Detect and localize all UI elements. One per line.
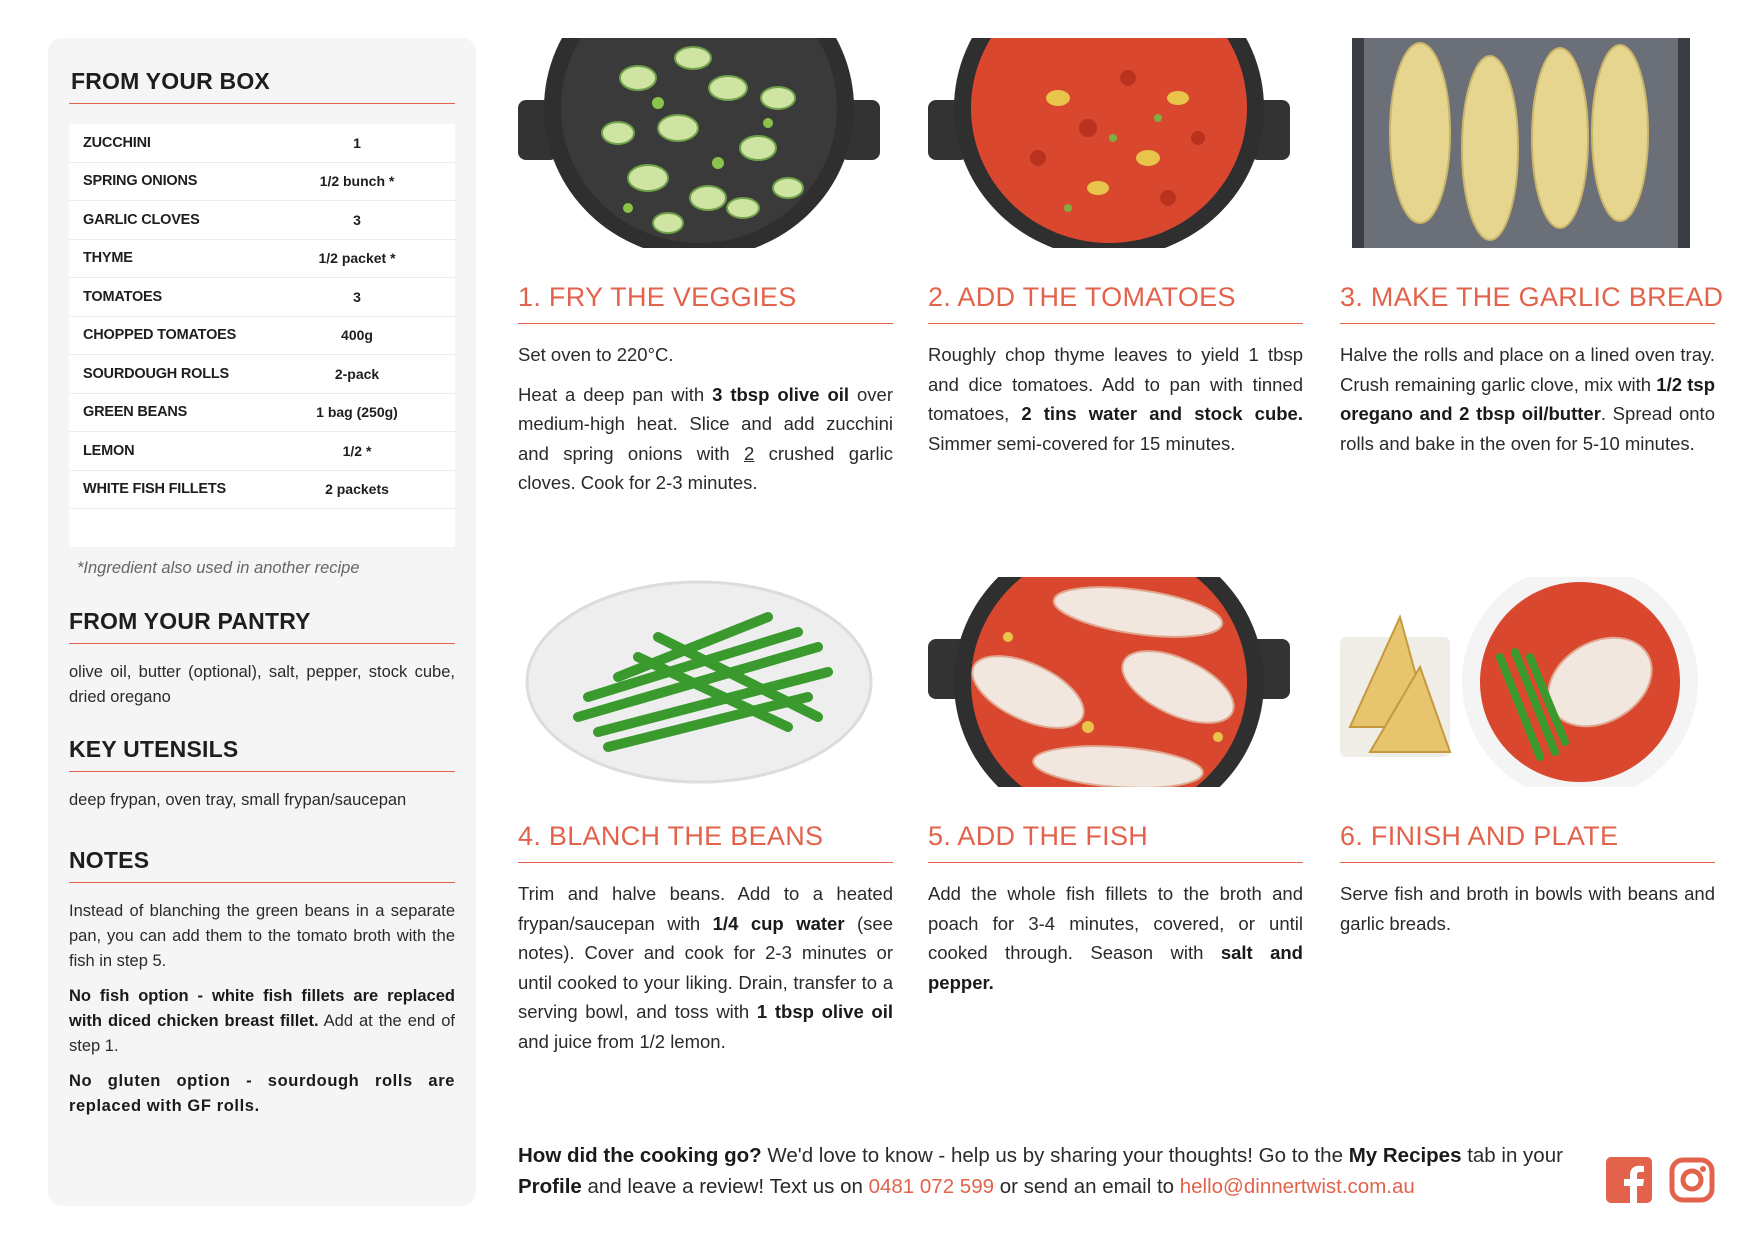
notes-text	[69, 899, 455, 1119]
step-2-text-c: Simmer semi-covered for 15 minutes.	[928, 432, 1236, 454]
ingredient-name: GARLIC CLOVES	[83, 211, 200, 228]
step-1-title: 1. FRY THE VEGGIES	[518, 282, 893, 324]
social-links	[1606, 1157, 1715, 1203]
step-1-text-2c: over medium-high heat. Slice and add zucchini and spring onions with	[518, 383, 893, 464]
ingredient-row	[69, 355, 455, 394]
step-2-title: 2. ADD THE TOMATOES	[928, 282, 1303, 324]
step-3-text-c: . Spread onto rolls and bake in the oven for 5-10 minutes.	[1340, 403, 1715, 454]
note-beans: Instead of blanching the green beans in a separate pan, you can add them to the tomato broth with the fish in step 5.	[69, 902, 455, 970]
review-footer	[518, 1140, 1578, 1202]
key-utensils-heading: KEY UTENSILS	[69, 736, 455, 772]
from-your-box-heading: FROM YOUR BOX	[69, 68, 455, 104]
ingredient-name: ZUCCHINI	[83, 134, 151, 151]
ingredient-row	[69, 317, 455, 356]
step-1-photo	[518, 38, 880, 248]
ingredient-row	[69, 201, 455, 240]
facebook-icon[interactable]	[1606, 1157, 1652, 1203]
pan-tomatoes-image	[928, 38, 1290, 248]
step-6-text: Serve fish and broth in bowls with beans and garlic breads.	[1340, 883, 1715, 934]
step-4-photo	[518, 577, 880, 787]
note-no-gluten: No gluten option - sourdough rolls are replaced with GF rolls.	[69, 1072, 455, 1115]
step-5-photo	[928, 577, 1290, 787]
step-4-olive-oil: 1 tbsp olive oil	[756, 1001, 894, 1022]
ingredient-row	[69, 394, 455, 433]
step-5-body	[928, 879, 1303, 997]
ingredient-row	[69, 240, 455, 279]
step-1-garlic-count: 2	[744, 442, 755, 464]
pantry-text: olive oil, butter (optional), salt, pepper, stock cube, dried oregano	[69, 663, 455, 706]
step-4-text-c: (see notes). Cover and cook for 2-3 minutes or until cooked to your liking. Drain, transfer to a serving bowl, and toss with	[518, 912, 893, 1022]
footer-text-2: tab in your	[1461, 1144, 1563, 1167]
step-3	[1340, 38, 1724, 468]
utensils-section	[69, 736, 455, 813]
step-5-title: 5. ADD THE FISH	[928, 821, 1303, 863]
ingredient-qty: 2-pack	[334, 365, 380, 382]
step-3-oregano-oil: 1/2 tsp oregano and 2 tbsp oil/butter	[1340, 373, 1715, 424]
step-4-water: 1/4 cup water	[712, 912, 845, 934]
green-beans-bowl-image	[518, 577, 880, 787]
ingredient-qty: 3	[353, 211, 361, 228]
note-no-fish-rest: Add at the end of step 1.	[69, 1012, 455, 1055]
pan-zucchini-image	[518, 38, 880, 248]
step-1-body	[518, 340, 893, 498]
step-4-text	[518, 879, 893, 1056]
step-6-title: 6. FINISH AND PLATE	[1340, 821, 1715, 863]
ingredient-qty: 1/2 bunch *	[319, 173, 395, 190]
step-5-salt-pepper: salt and pepper.	[928, 942, 1303, 993]
utensils-text: deep frypan, oven tray, small frypan/saucepan	[69, 791, 407, 809]
ingredient-qty: 1	[353, 134, 361, 151]
garlic-bread-tray-image	[1340, 38, 1702, 248]
from-your-pantry-heading: FROM YOUR PANTRY	[69, 608, 455, 644]
ingredient-name: TOMATOES	[83, 288, 162, 305]
ingredient-qty: 1/2 *	[342, 442, 372, 459]
note-no-fish	[69, 984, 455, 1059]
step-2	[928, 38, 1303, 468]
ingredient-name: SOURDOUGH ROLLS	[83, 365, 230, 382]
step-5-text-a: Add the whole fish fillets to the broth and poach for 3-4 minutes, covered, or until cooked through. Season with	[928, 883, 1303, 963]
ingredient-qty: 3	[353, 288, 361, 305]
ingredient-name: THYME	[83, 250, 133, 267]
instagram-icon[interactable]	[1669, 1157, 1715, 1203]
step-4-text-a: Trim and halve beans. Add to a heated frypan/saucepan with	[518, 883, 893, 934]
step-2-photo	[928, 38, 1290, 248]
step-2-text-a: Roughly chop thyme leaves to yield 1 tbsp and dice tomatoes. Add to pan with tinned tomatoes,	[928, 344, 1303, 424]
step-6-body	[1340, 879, 1715, 938]
ingredients-sidebar	[48, 38, 476, 1206]
footer-text-4: or send an email to	[994, 1175, 1180, 1198]
ingredient-qty: 400g	[341, 327, 373, 344]
step-6-photo	[1340, 577, 1702, 787]
ingredient-name: GREEN BEANS	[83, 404, 188, 421]
footer-question: How did the cooking go?	[518, 1144, 762, 1167]
ingredient-name: LEMON	[83, 442, 135, 459]
ingredient-row	[69, 278, 455, 317]
ingredient-name: SPRING ONIONS	[83, 173, 198, 190]
step-1-text-2e: crushed garlic cloves. Cook for 2-3 minutes.	[518, 442, 893, 493]
footer-text-1: We'd love to know - help us by sharing your thoughts! Go to the	[761, 1144, 1349, 1167]
step-1-text-2	[518, 380, 893, 498]
notes-section	[69, 847, 455, 1119]
step-1-text-2a: Heat a deep pan with	[518, 383, 713, 405]
plated-dish-image	[1340, 577, 1702, 787]
ingredient-qty: 1 bag (250g)	[316, 404, 398, 421]
footer-email-link[interactable]: hello@dinnertwist.com.au	[1179, 1175, 1415, 1198]
step-1-text-1: Set oven to 220°C.	[518, 344, 674, 365]
ingredient-row	[69, 163, 455, 202]
step-6	[1340, 577, 1715, 948]
step-4-title: 4. BLANCH THE BEANS	[518, 821, 893, 863]
step-4-body	[518, 879, 893, 1056]
step-2-water-stock: 2 tins water and stock cube.	[1021, 403, 1303, 424]
ingredient-row	[69, 471, 455, 510]
ingredient-row	[69, 432, 455, 471]
step-1-olive-oil: 3 tbsp olive oil	[712, 383, 850, 405]
pantry-section	[69, 608, 455, 710]
ingredient-footnote: *Ingredient also used in another recipe	[77, 559, 360, 577]
ingredient-name: CHOPPED TOMATOES	[83, 327, 237, 344]
ingredient-row	[69, 124, 455, 163]
note-no-fish-bold: No fish option - white fish fillets are replaced with diced chicken breast fillet.	[69, 987, 455, 1030]
step-3-body	[1340, 340, 1715, 458]
footer-my-recipes: My Recipes	[1348, 1144, 1462, 1167]
footer-phone-link[interactable]: 0481 072 599	[868, 1175, 994, 1198]
step-4	[518, 577, 893, 1066]
ingredient-qty: 1/2 packet *	[318, 250, 396, 267]
footer-text-3: and leave a review! Text us on	[581, 1175, 869, 1198]
step-3-text-a: Halve the rolls and place on a lined oven tray. Crush remaining garlic clove, mix with	[1340, 344, 1715, 395]
footer-profile: Profile	[518, 1175, 582, 1198]
step-4-text-e: and juice from 1/2 lemon.	[518, 1030, 726, 1052]
ingredient-blank-row	[69, 509, 455, 547]
pan-fish-image	[928, 577, 1290, 787]
step-2-body	[928, 340, 1303, 458]
notes-heading: NOTES	[69, 847, 455, 883]
ingredient-qty: 2 packets	[325, 481, 389, 498]
step-3-text	[1340, 340, 1715, 458]
step-5-text	[928, 879, 1303, 997]
step-3-photo	[1340, 38, 1702, 248]
step-3-title: 3. MAKE THE GARLIC BREAD	[1340, 282, 1715, 324]
step-1	[518, 38, 893, 508]
ingredients-table	[69, 124, 455, 547]
ingredient-name: WHITE FISH FILLETS	[83, 481, 227, 498]
step-5	[928, 577, 1303, 1007]
step-2-text	[928, 340, 1303, 458]
